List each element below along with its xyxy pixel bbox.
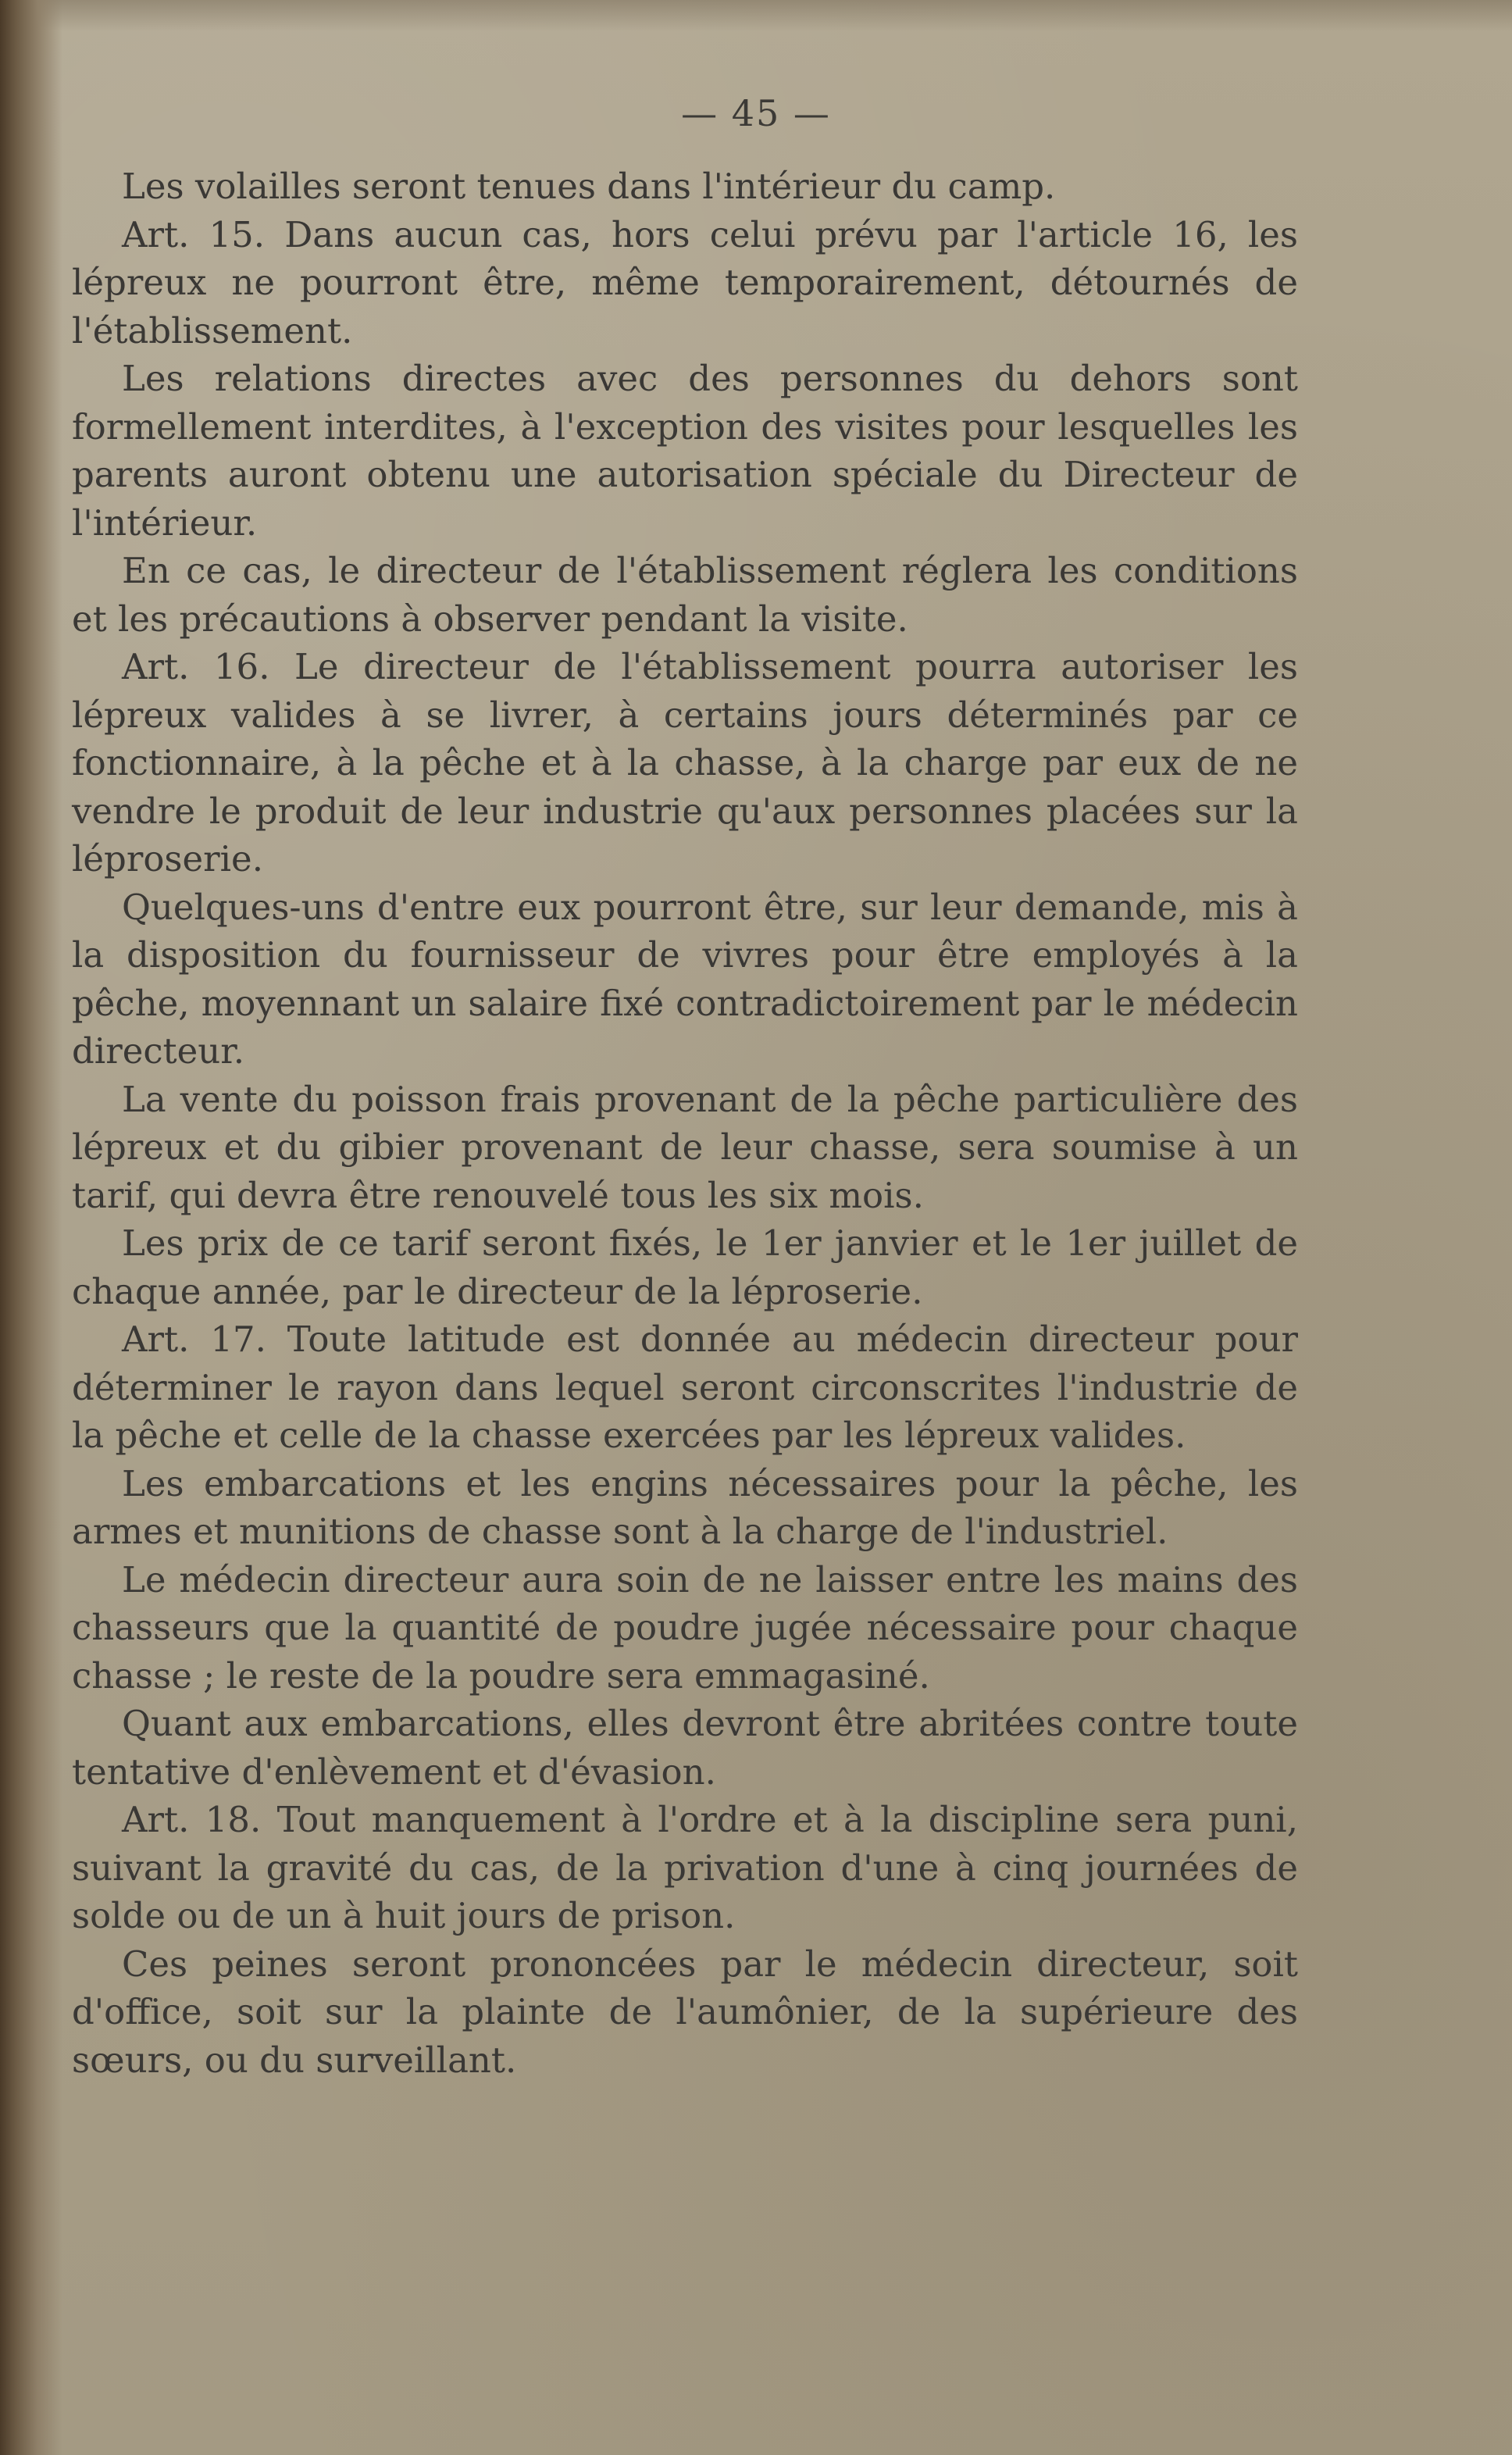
paragraph: Quelques-uns d'entre eux pourront être, sur leur demande, mis à la disposition du fournisseur de vivres pour être employés à la pêche, moyennant un salaire fixé contradictoirement par le médecin directeur. xyxy=(72,886,1298,1072)
page-left-edge-damage xyxy=(0,0,62,2455)
paragraph: Les volailles seront tenues dans l'intérieur du camp. xyxy=(122,166,1056,207)
paragraph: Les prix de ce tarif seront fixés, le 1er janvier et le 1er juillet de chaque année, par le directeur de la léproserie. xyxy=(72,1222,1298,1312)
paragraph: En ce cas, le directeur de l'établissement réglera les conditions et les précautions à observer pendant la visite. xyxy=(72,550,1298,640)
paragraph: Quant aux embarcations, elles devront être abritées contre toute tentative d'enlèvement et d'évasion. xyxy=(72,1703,1298,1793)
paragraph: Les embarcations et les engins nécessaires pour la pêche, les armes et munitions de chasse sont à la charge de l'industriel. xyxy=(72,1462,1298,1552)
paragraph: Art. 16. Le directeur de l'établissement pourra autoriser les lépreux valides à se livrer, à certains jours déterminés par ce fonctionnaire, à la pêche et à la chasse, à la charge par eux de ne vendre le produit de leur industrie qu'aux personnes placées sur la léproserie. xyxy=(72,646,1298,880)
page-top-shadow xyxy=(0,0,1512,31)
paragraph: Le médecin directeur aura soin de ne laisser entre les mains des chasseurs que la quantité de poudre jugée nécessaire pour chaque chasse ; le reste de la poudre sera emmagasiné. xyxy=(72,1558,1298,1697)
paragraph: Ces peines seront prononcées par le médecin directeur, soit d'office, soit sur la plainte de l'aumônier, de la supérieure des sœurs, ou du surveillant. xyxy=(72,1943,1298,2081)
paragraph: Les relations directes avec des personnes du dehors sont formellement interdites, à l'exception des visites pour lesquelles les parents auront obtenu une autorisation spéciale du Directeur de l'intérieur. xyxy=(72,358,1298,544)
paragraph: Art. 18. Tout manquement à l'ordre et à la discipline sera puni, suivant la gravité du cas, de la privation d'une à cinq journées de solde ou de un à huit jours de prison. xyxy=(72,1799,1298,1936)
paragraph: Art. 17. Toute latitude est donnée au médecin directeur pour déterminer le rayon dans lequel seront circonscrites l'industrie de la pêche et celle de la chasse exercées par les lépreux valides. xyxy=(72,1318,1298,1456)
paragraph: La vente du poisson frais provenant de la pêche particulière des lépreux et du gibier provenant de leur chasse, sera soumise à un tarif, qui devra être renouvelé tous les six mois. xyxy=(72,1078,1298,1216)
paragraph: Art. 15. Dans aucun cas, hors celui prévu par l'article 16, les lépreux ne pourront être, même temporairement, détournés de l'établissement. xyxy=(72,213,1298,351)
page-number: — 45 — xyxy=(681,92,831,134)
body-text xyxy=(72,162,1298,2084)
